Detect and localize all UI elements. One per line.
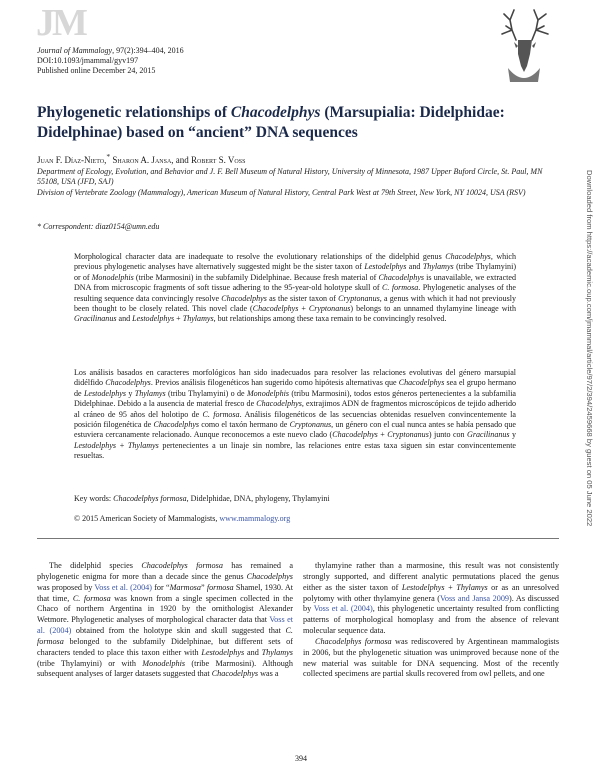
italic-term: C. formosa [202,409,240,419]
title-text-2: (Marsupialia: Didelphidae: Didelphinae) based on “ancient” DNA sequences [37,104,505,141]
italic-term: Chacodelphys [256,399,302,409]
download-note: Downloaded from https://academic.oup.com/jmammal/article/97/2/394/2459668 by guest on 05 June 2022 [585,170,594,527]
text-run: belonged to the subfamily Didelphinae, but different sets of characters tended to place this taxon either with [37,636,293,657]
text-run: was a [258,669,279,679]
citation-link[interactable]: Voss et al. (2004) [94,582,152,592]
text-run: ) junto con [428,430,468,440]
italic-term: Lestodelphys [364,262,407,272]
italic-term: C. formosa [37,626,293,646]
text-run: , extrajimos ADN de fragmentos microscópicos de tejido adherido al cráneo de 95 años del holotipo de [74,399,516,419]
body-paragraph [37,561,293,680]
society-link[interactable]: www.mammalogy.org [219,514,291,523]
italic-term: Chacodelphys [378,272,425,282]
italic-term: C. formosa [382,283,419,293]
author-2: Sharon A. Jansa, [110,155,176,165]
deer-emblem-icon [494,6,556,88]
italic-term: Lestodelphys [132,314,175,324]
section-divider [37,538,559,539]
body-column-right [303,561,559,680]
italic-term: Chacodelphys [398,378,445,388]
body-paragraph [303,637,559,680]
text-run: for “ [152,582,170,592]
text-run: , a genus with which it had not previously been thought to be closely related. This novel clade ( [74,293,516,314]
text-run: ) belongs to an unnamed thylamyine lineage with [350,304,517,314]
italic-term: Thylamys [134,388,166,398]
citation-link[interactable]: Voss et al. (2004) [37,615,293,636]
text-run: (tribe Thylamyini) or of [74,262,516,282]
text-run: , which previous phylogenetic analyses have alternatively suggested might be the sister taxon of [74,252,516,272]
text-run: y [125,388,135,398]
body-paragraph [303,561,559,637]
italic-term: Monodelphis [142,658,186,668]
text-run: was proposed by [37,582,95,592]
author-list [37,151,557,166]
text-run: obtained from the holotype skin and skull suggested that [71,626,286,636]
text-run: como el taxón hermano de [199,420,290,430]
italic-term: Chacodelphys formosa [315,636,392,646]
italic-term: Cryptonanus [338,293,380,303]
text-run: y [509,430,517,440]
text-run: . Análisis filogenéticos de las secuencias obtenidas resuelven convincentemente la posición filogenética de [74,409,516,430]
text-run: pertenecientes a un linaje sin nombre, las relaciones entre estas taxa siguen sin estar convincentemente resueltas. [74,440,517,461]
text-run: + [298,304,309,314]
text-run: thylamyine rather than a marmosine, this result was not consistently strongly supported, and different analytic permutations placed the genus either as the sister taxon of [303,561,559,592]
title-text-1: Phylogenetic relationships of [37,104,231,121]
copyright-text: © 2015 American Society of Mammalogists, [74,514,220,523]
keywords [74,494,516,504]
italic-term: Chacodelphys formosa [113,494,187,503]
page-number: 394 [295,754,307,763]
italic-term: Cryptonanus [289,420,332,430]
text-run: was rediscovered by Argentinean mammalogists in 2006, but the phylogenetic situation was unimproved because none of the new material was suitable for DNA sequencing. Most of the recently collected specimens are partial skulls recovered from owl pellets, and one [303,636,560,679]
text-run: is unavailable, we extracted DNA from microscopic fragments of soft tissue adhering to the 95-year-old holotype skull of [74,272,516,293]
affiliation-1: Department of Ecology, Evolution, and Behavior and J. F. Bell Museum of Natural History, University of Minnesota, 1987 Upper Buford Circle, St. Paul, MN 55108, USA (JFD, SAJ) [37,167,543,186]
copyright [74,514,516,524]
text-run: The didelphid species [49,561,142,570]
italic-term: Gracilinanus [467,430,510,440]
author-3: Robert S. Voss [188,155,246,165]
correspondent: * Correspondent: diaz0154@umn.edu [37,222,160,231]
text-run: + [377,430,388,440]
italic-term: Lestodelphys [401,582,445,592]
italic-term: Chacodelphys [332,430,378,440]
text-run: (tribe Marmosini) in the subfamily Didelphinae. Because fresh material of [133,272,379,282]
text-run: , this phylogenetic uncertainty resulted from conflicting patterns of morphological homoplasy and from the absence of relevant molecular sequence data. [303,604,560,636]
text-run: or as an unresolved polytomy with other thylamyine genera ( [303,582,560,603]
italic-term: Cryptonanus [387,430,429,440]
italic-term: Lestodelphys [83,388,126,398]
text-run: and [244,647,262,657]
italic-term: Gracilinanus [74,314,117,324]
affiliations [37,167,559,199]
italic-term: Chacodelphys [211,669,259,679]
italic-term: Chacodelphys [105,378,151,388]
text-run: + [444,582,457,592]
italic-term: C. formosa [72,593,111,603]
text-run: (tribe Thylamyini) or with [37,658,143,668]
text-run: and [116,314,133,324]
italic-term: Marmosa [169,582,201,592]
italic-term: Thylamys [422,262,454,272]
journal-citation [37,46,337,76]
italic-term: Thylamys [456,582,488,592]
text-run: . Previos análisis filogenéticos han sugerido como hipótesis alternativas que [150,378,399,388]
italic-term: Chacodelphys [246,571,293,581]
author-1: Juan F. Díaz-Nieto, [37,155,107,165]
article-title [37,103,547,143]
italic-term: Thylamys [182,314,214,324]
text-run: + [116,440,128,450]
italic-term: Thylamys [127,440,159,450]
body-column-left [37,561,293,680]
text-run: was known from a single specimen collected in the Chaco of northern Argentina in 1920 by the ornithologist Alexander Wetmore. Phylogenetic analyses of morphological character data that [37,593,293,625]
italic-term: Chacodelphys [445,252,491,261]
italic-term: Chacodelphys [153,420,200,430]
text-run: Morphological character data are inadequate to resolve the evolutionary relationships of the didelphid genus [74,252,446,261]
author-conjunction: and [175,155,189,165]
text-run: as the sister taxon of [266,293,339,303]
text-run: , un género con el cual nunca antes se había pensado que estuviera cercanamente relacionado. Aunque reconocemos a este nuevo clado ( [74,420,516,440]
keywords-label: Key words: [74,494,112,503]
italic-term: Chacodelphys [252,304,299,314]
text-run: has remained a phylogenetic enigma for more than a decade since the genus [37,561,293,581]
text-run: sea el grupo hermano de [74,378,516,398]
italic-term: Chacodelphys [221,293,267,303]
text-run: . Phylogenetic analyses of the resulting sequence data convincingly resolve [74,283,517,303]
text-run: (tribe Marmosini). Although subsequent analyses of larger datasets suggested that [37,658,293,679]
citation-link[interactable]: Voss and Jansa 2009 [440,593,510,603]
italic-term: Lestodelphys [74,440,117,450]
corresponding-mark: * [106,152,111,161]
publication-date: Published online December 24, 2015 [37,66,156,75]
italic-term: formosa [206,582,234,592]
text-run: (tribu Marmosini), todos estos géneros pertenecientes a la subfamilia Didelphinae. Debido a la ausencia de material fresco de [74,388,516,409]
abstract-spanish [74,368,516,462]
citation-link[interactable]: Voss et al. (2004) [313,604,373,614]
text-run: , but relationships among these taxa remain to be convincingly resolved. [213,314,447,324]
text-run: Shamel, 1930. At that time, [37,582,294,603]
text-run: and [406,262,423,272]
text-run: ” [200,582,207,592]
italic-term: Monodelphis [91,272,134,282]
text-run: , Didelphidae, DNA, phylogeny, Thylamyini [186,494,330,503]
italic-term: Cryptonanus [308,304,351,314]
abstract-english [74,252,516,325]
italic-term: Chacodelphys formosa [141,561,223,570]
journal-logo: JM [36,2,85,44]
affiliation-2: Division of Vertebrate Zoology (Mammalogy), American Museum of Natural History, Central Park West at 79th Street, New York, NY 10024, USA (RSV) [37,188,526,197]
title-genus: Chacodelphys [230,104,321,121]
keywords-text [111,494,329,503]
text-run: Los análisis basados en caracteres morfológicos han sido inadecuados para resolver las relaciones evolutivas del género marsupial didélfido [74,368,516,388]
italic-term: Thylamys [261,647,293,657]
italic-term: Monodelphis [246,388,289,398]
journal-name: Journal of Mammalogy [37,46,113,55]
text-run: + [174,314,183,324]
text-run: ). As discussed by [303,593,559,614]
italic-term: Lestodelphys [201,647,245,657]
doi: DOI:10.1093/jmammal/gyv197 [37,56,139,65]
citation-volume: , 97(2):394–404, 2016 [112,46,184,55]
text-run: (tribu Thylamyini) o de [165,388,247,398]
